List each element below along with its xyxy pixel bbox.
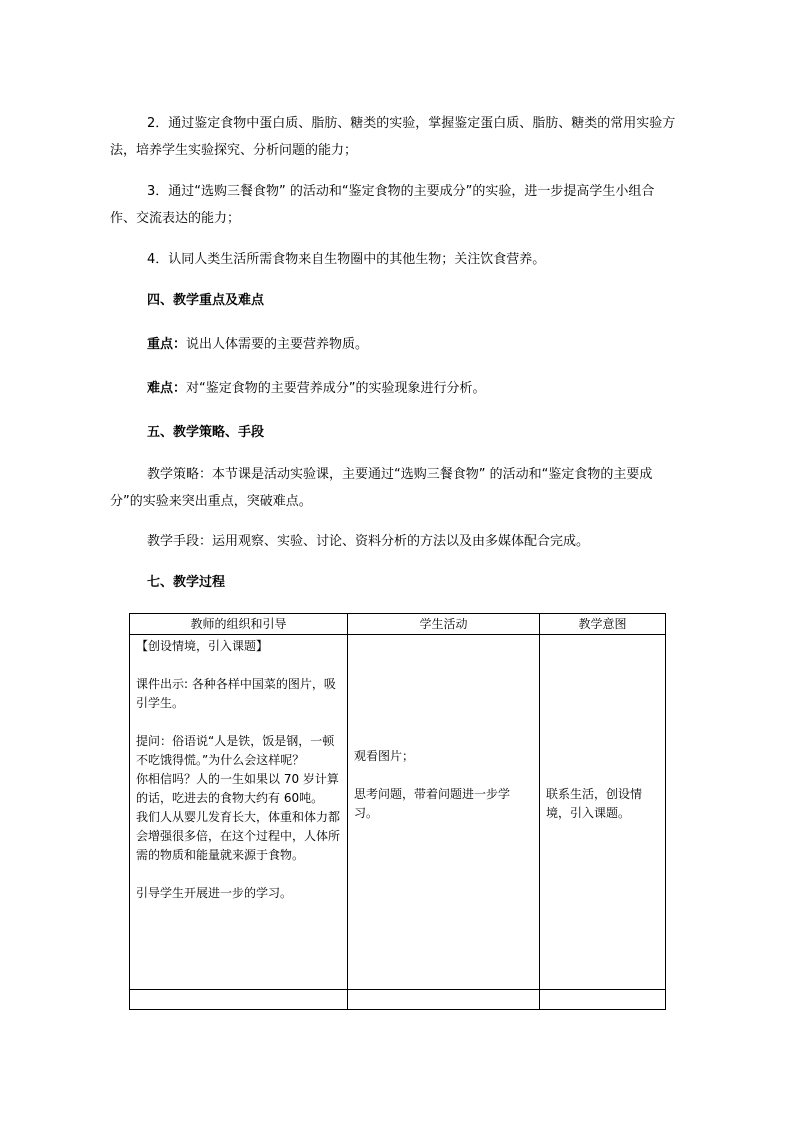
means-paragraph: 教学手段：运用观察、实验、讨论、资料分析的方法以及由多媒体配合完成。 (147, 534, 590, 549)
objective-2: 2．通过鉴定食物中蛋白质、脂肪、糖类的实验，掌握鉴定蛋白质、脂肪、糖类的常用实验方法，培养学生实验探究、分析问题的能力； (110, 116, 676, 158)
table-row (130, 990, 666, 1010)
header-teacher: 教师的组织和引导 (130, 614, 348, 635)
table-header-row (130, 614, 666, 635)
strategy-paragraph: 教学策略：本节课是活动实验课，主要通过“选购三餐食物” 的活动和“鉴定食物的主要成分”的实验来突出重点，突破难点。 (110, 467, 653, 509)
header-intent: 教学意图 (540, 614, 666, 635)
section-4-heading: 四、教学重点及难点 (147, 293, 265, 308)
key-point-label: 重点： (147, 337, 187, 352)
section-7-heading: 七、教学过程 (147, 575, 226, 590)
key-point-text: 说出人体需要的主要营养物质。 (186, 337, 369, 352)
student-a2: 思考问题，带着问题进一步学习。 (354, 787, 511, 820)
empty-cell (540, 990, 666, 1010)
key-point (147, 335, 368, 355)
teacher-p4: 我们人从婴儿发育长大，体重和体力都会增强很多倍，在这个过程中，人体所需的物质和能量就来源于食物。 (136, 810, 341, 862)
difficulty-text: 对“鉴定食物的主要营养成分”的实验现象进行分析。 (186, 381, 486, 396)
objective-4: 4．认同人类生活所需食物来自生物圈中的其他生物；关注饮食营养。 (147, 252, 546, 267)
teacher-p2: 提问：俗语说“人是铁，饭是钢，一顿不吃饿得慌。”为什么会这样呢？ (136, 734, 335, 767)
teacher-p5: 引导学生开展进一步的学习。 (136, 886, 293, 900)
teacher-p1: 课件出示: 各种各样中国菜的图片，吸引学生。 (136, 677, 336, 710)
student-a1: 观看图片； (354, 749, 415, 763)
teacher-title: 【创设情境，引入课题】 (136, 639, 269, 653)
empty-cell (130, 990, 348, 1010)
empty-cell (348, 990, 540, 1010)
teacher-cell (130, 635, 348, 990)
header-student: 学生活动 (348, 614, 540, 635)
difficulty-point (147, 379, 486, 399)
intent-cell (540, 635, 666, 990)
difficulty-label: 难点： (147, 381, 187, 396)
intent-i1: 联系生活，创设情境，引入课题。 (546, 787, 643, 820)
teacher-p3: 你相信吗？人的一生如果以 70 岁计算的话，吃进去的食物大约有 60吨。 (136, 772, 339, 805)
section-5-heading: 五、教学策略、手段 (147, 425, 265, 440)
table-row (130, 635, 666, 990)
objective-3: 3．通过“选购三餐食物” 的活动和“鉴定食物的主要成分”的实验，进一步提高学生小组合作、交流表达的能力； (110, 184, 655, 226)
student-cell (348, 635, 540, 990)
teaching-process-table (129, 613, 666, 1010)
